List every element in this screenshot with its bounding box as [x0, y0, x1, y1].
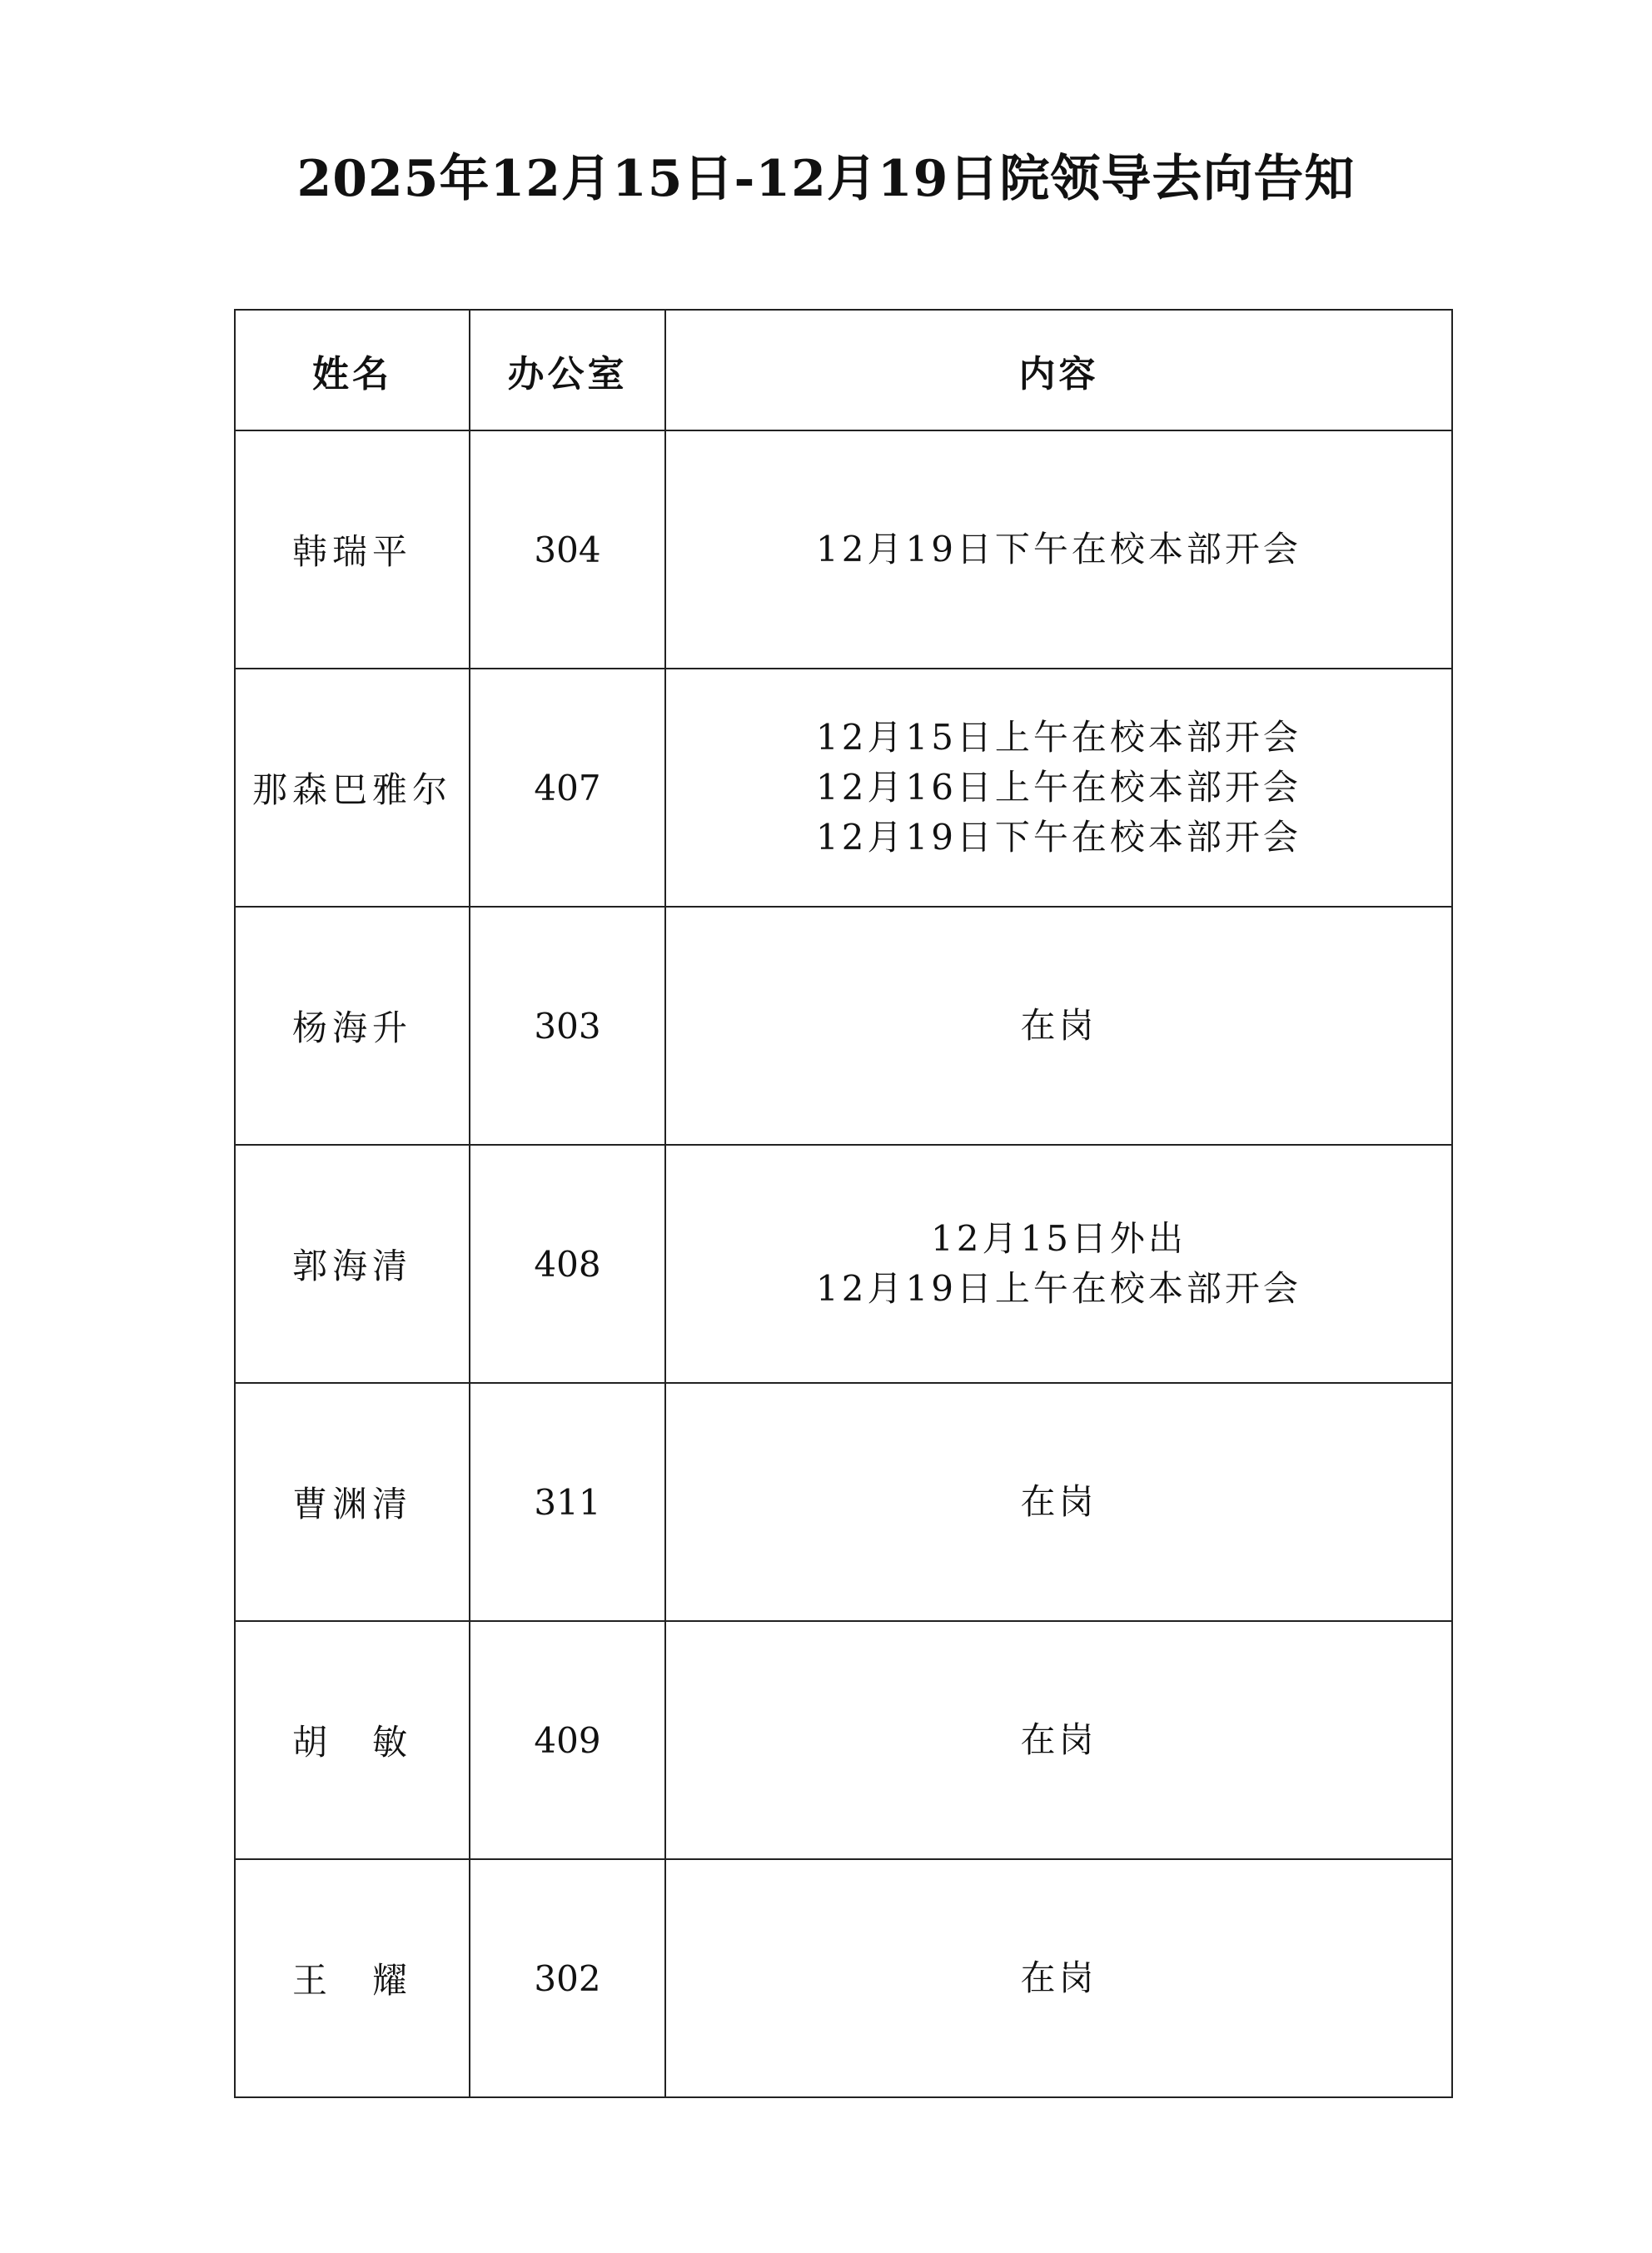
office-cell: 407 [470, 669, 665, 907]
name-cell: 杨海升 [235, 907, 470, 1145]
leader-schedule-table [234, 309, 1453, 2098]
content-line: 12月15日外出 [931, 1218, 1187, 1259]
content-line: 12月16日上午在校本部开会 [816, 767, 1301, 808]
content-line: 12月19日下午在校本部开会 [816, 529, 1301, 569]
office-cell: 408 [470, 1145, 665, 1383]
office-cell: 302 [470, 1859, 665, 2097]
table-row [235, 1383, 1452, 1621]
name-cell: 郭海清 [235, 1145, 470, 1383]
header-name: 姓名 [235, 310, 470, 430]
table-row [235, 1859, 1452, 2097]
office-cell: 304 [470, 430, 665, 669]
name-cell: 韩瑞平 [235, 430, 470, 669]
office-cell: 303 [470, 907, 665, 1145]
table-row [235, 1145, 1452, 1383]
header-office: 办公室 [470, 310, 665, 430]
name-cell: 曹渊清 [235, 1383, 470, 1621]
content-line: 12月19日下午在校本部开会 [816, 817, 1301, 858]
name-cell: 王 耀 [235, 1859, 470, 2097]
header-content: 内容 [665, 310, 1452, 430]
content-cell [665, 1383, 1452, 1621]
content-line: 在岗 [1020, 1957, 1097, 1998]
content-line: 在岗 [1020, 1481, 1097, 1522]
content-line: 在岗 [1020, 1719, 1097, 1760]
name-cell: 胡 敏 [235, 1621, 470, 1859]
content-line: 在岗 [1020, 1005, 1097, 1046]
content-cell [665, 430, 1452, 669]
content-line: 12月15日上午在校本部开会 [816, 717, 1301, 758]
table-header-row [235, 310, 1452, 430]
content-cell [665, 1859, 1452, 2097]
table-row [235, 669, 1452, 907]
name-cell: 那森巴雅尔 [235, 669, 470, 907]
content-cell [665, 669, 1452, 907]
table-row [235, 907, 1452, 1145]
table-row [235, 1621, 1452, 1859]
content-line: 12月19日上午在校本部开会 [816, 1268, 1301, 1309]
content-cell [665, 1145, 1452, 1383]
office-cell: 311 [470, 1383, 665, 1621]
content-cell [665, 1621, 1452, 1859]
table-row [235, 430, 1452, 669]
office-cell: 409 [470, 1621, 665, 1859]
page-title: 2025年12月15日-12月19日院领导去向告知 [296, 150, 1356, 208]
content-cell [665, 907, 1452, 1145]
